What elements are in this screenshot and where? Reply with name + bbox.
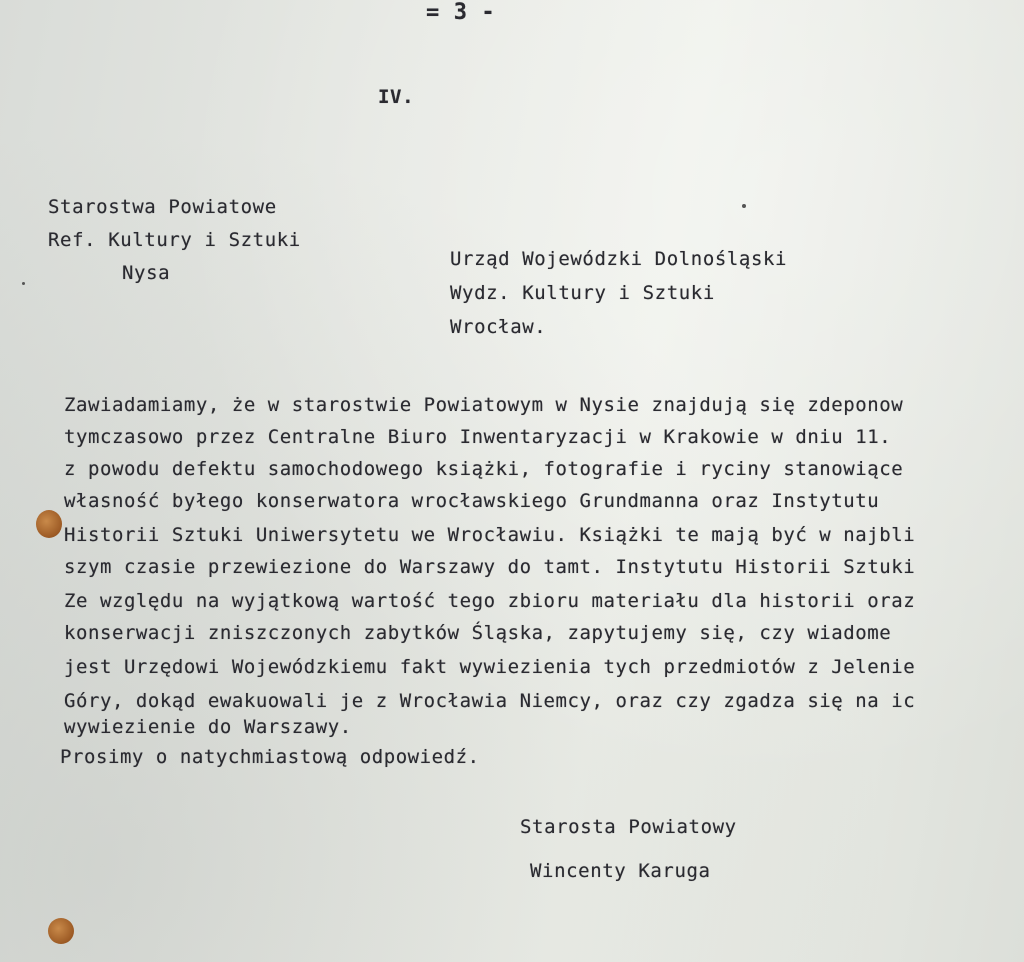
ink-stain xyxy=(48,918,74,944)
body-line: Historii Sztuki Uniwersytetu we Wrocławiu. Książki te mają być w najbli xyxy=(64,524,916,546)
paper-speck xyxy=(742,204,746,208)
page-number: = 3 - xyxy=(426,0,496,25)
body-line: z powodu defektu samochodowego książki, fotografie i ryciny stanowiące xyxy=(64,458,904,480)
ink-stain xyxy=(36,510,62,538)
section-number: IV. xyxy=(378,86,415,108)
sender-line: Nysa xyxy=(122,262,171,284)
body-line: konserwacji zniszczonych zabytków Śląska, zapytujemy się, czy wiadome xyxy=(64,622,892,644)
body-line: Zawiadamiamy, że w starostwie Powiatowym w Nysie znajdują się zdeponow xyxy=(64,394,904,416)
body-line: Prosimy o natychmiastową odpowiedź. xyxy=(60,746,480,768)
signature-name: Wincenty Karuga xyxy=(530,860,711,882)
body-line: Góry, dokąd ewakuowali je z Wrocławia Niemcy, oraz czy zgadza się na ic xyxy=(64,690,916,712)
body-line: szym czasie przewiezione do Warszawy do tamt. Instytutu Historii Sztuki xyxy=(64,556,916,578)
body-line: jest Urzędowi Wojewódzkiemu fakt wywiezienia tych przedmiotów z Jelenie xyxy=(64,656,916,678)
sender-line: Ref. Kultury i Sztuki xyxy=(48,229,301,251)
sender-line: Starostwa Powiatowe xyxy=(48,196,277,218)
body-line: tymczasowo przez Centralne Biuro Inwentaryzacji w Krakowie w dniu 11. xyxy=(64,426,892,448)
paper-speck xyxy=(22,282,25,285)
body-line: Ze względu na wyjątkową wartość tego zbioru materiału dla historii oraz xyxy=(64,590,916,612)
body-line: własność byłego konserwatora wrocławskiego Grundmanna oraz Instytutu xyxy=(64,490,880,512)
recipient-line: Wrocław. xyxy=(450,316,547,338)
signature-title: Starosta Powiatowy xyxy=(520,816,737,838)
recipient-line: Wydz. Kultury i Sztuki xyxy=(450,282,715,304)
body-line: wywiezienie do Warszawy. xyxy=(64,716,352,738)
recipient-line: Urząd Wojewódzki Dolnośląski xyxy=(450,248,788,270)
